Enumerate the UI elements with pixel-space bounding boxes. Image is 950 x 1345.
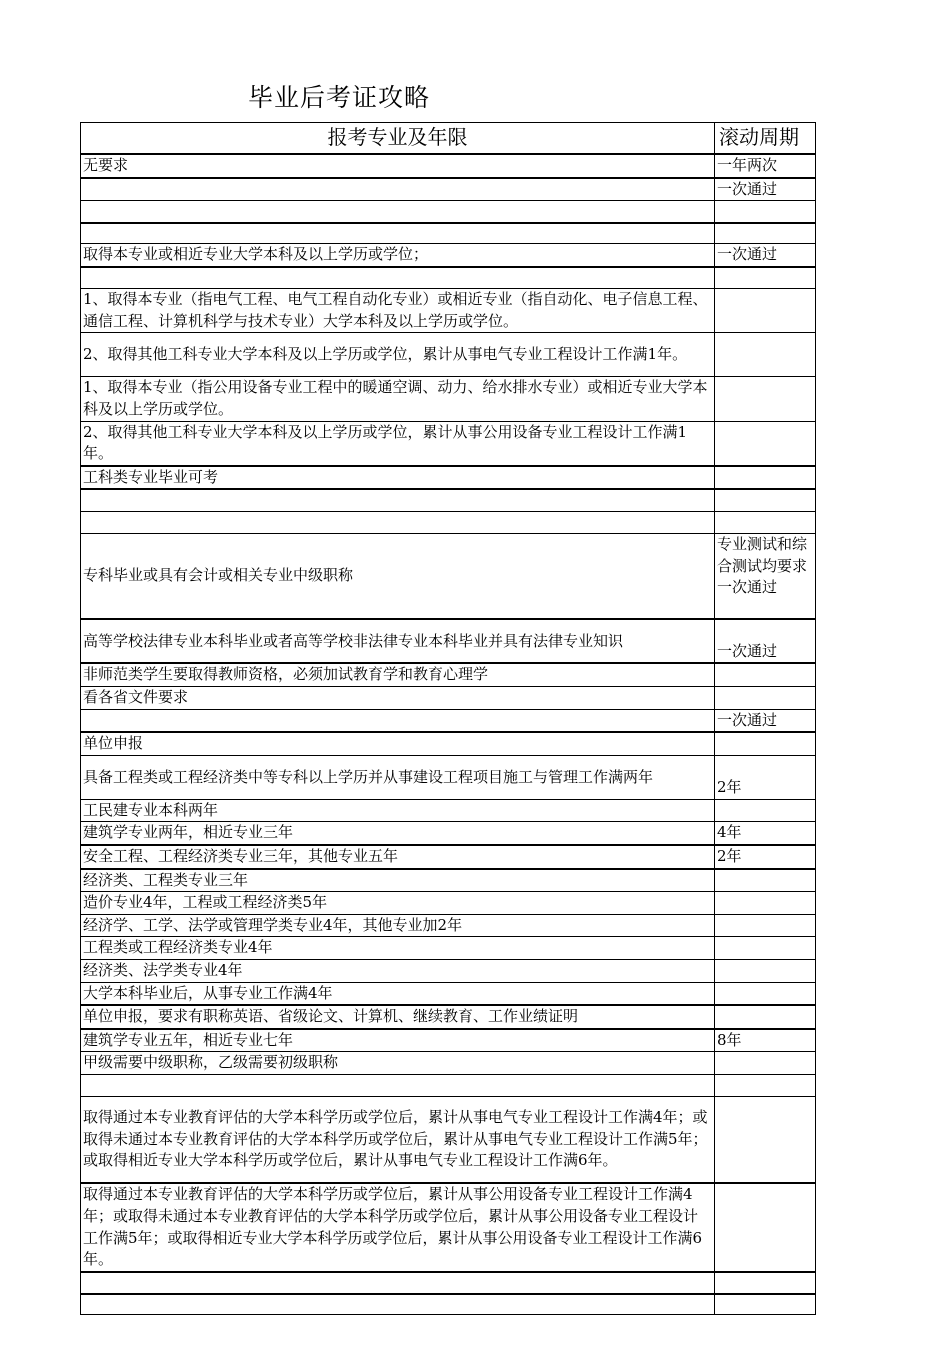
table-row: [81, 377, 816, 421]
cycle-cell[interactable]: [715, 267, 816, 289]
requirement-cell[interactable]: 工科类专业毕业可考: [81, 466, 715, 490]
table-row: [81, 732, 816, 755]
table-row: [81, 845, 816, 869]
exam-requirements-table: [80, 122, 816, 1315]
cycle-cell[interactable]: 4年: [715, 822, 816, 845]
cycle-cell[interactable]: [715, 466, 816, 490]
cycle-cell[interactable]: [715, 732, 816, 755]
cycle-cell[interactable]: [715, 1272, 816, 1294]
table-row: [81, 244, 816, 267]
requirement-cell[interactable]: 建筑学专业两年，相近专业三年: [81, 822, 715, 845]
cycle-cell[interactable]: [715, 1052, 816, 1075]
table-row: [81, 466, 816, 490]
cycle-cell[interactable]: [715, 663, 816, 686]
requirement-cell[interactable]: 高等学校法律专业本科毕业或者高等学校非法律专业本科毕业并具有法律专业知识: [81, 619, 715, 663]
cycle-cell[interactable]: 一次通过: [715, 244, 816, 267]
cycle-cell[interactable]: [715, 869, 816, 892]
requirement-cell[interactable]: [81, 511, 715, 533]
table-row: [81, 892, 816, 915]
requirement-cell[interactable]: 2、取得其他工科专业大学本科及以上学历或学位，累计从事公用设备专业工程设计工作满1年。: [81, 421, 715, 466]
requirement-cell[interactable]: 取得通过本专业教育评估的大学本科学历或学位后，累计从事电气专业工程设计工作满4年；或取得未通过本专业教育评估的大学本科学历或学位后，累计从事电气专业工程设计工作满5年；或取得相近专业大学本科学历或学位后，累计从事电气专业工程设计工作满6年。: [81, 1096, 715, 1183]
header-requirement[interactable]: 报考专业及年限: [81, 123, 715, 155]
table-row: [81, 333, 816, 377]
table-body: [81, 154, 816, 1315]
requirement-cell[interactable]: [81, 178, 715, 201]
table-header-row: [81, 123, 816, 155]
cycle-cell[interactable]: [715, 1183, 816, 1271]
table-row: [81, 154, 816, 178]
cycle-cell[interactable]: [715, 937, 816, 960]
cycle-cell[interactable]: 一次通过: [715, 619, 816, 663]
table-row: [81, 1029, 816, 1052]
requirement-cell[interactable]: [81, 489, 715, 511]
cycle-cell[interactable]: [715, 1096, 816, 1183]
table-row: [81, 1272, 816, 1294]
requirement-cell[interactable]: 取得本专业或相近专业大学本科及以上学历或学位；: [81, 244, 715, 267]
table-row: [81, 267, 816, 289]
table-row: [81, 914, 816, 937]
requirement-cell[interactable]: 大学本科毕业后，从事专业工作满4年: [81, 982, 715, 1005]
header-cycle[interactable]: 滚动周期: [715, 123, 816, 155]
requirement-cell[interactable]: 非师范类学生要取得教师资格，必须加试教育学和教育心理学: [81, 663, 715, 686]
table-row: [81, 755, 816, 799]
requirement-cell[interactable]: 经济类、法学类专业4年: [81, 959, 715, 982]
table-row: [81, 982, 816, 1005]
cycle-cell[interactable]: [715, 489, 816, 511]
cycle-cell[interactable]: 一年两次: [715, 154, 816, 178]
requirement-cell[interactable]: 无要求: [81, 154, 715, 178]
table-row: [81, 489, 816, 511]
cycle-cell[interactable]: [715, 289, 816, 333]
requirement-cell[interactable]: 工民建专业本科两年: [81, 799, 715, 822]
requirement-cell[interactable]: 经济学、工学、法学或管理学类专业4年，其他专业加2年: [81, 914, 715, 937]
cycle-cell[interactable]: [715, 511, 816, 533]
table-row: [81, 178, 816, 201]
requirement-cell[interactable]: 造价专业4年，工程或工程经济类5年: [81, 892, 715, 915]
requirement-cell[interactable]: 单位申报，要求有职称英语、省级论文、计算机、继续教育、工作业绩证明: [81, 1005, 715, 1029]
table-row: [81, 799, 816, 822]
requirement-cell[interactable]: [81, 201, 715, 223]
table-row: [81, 869, 816, 892]
cycle-cell[interactable]: 一次通过: [715, 178, 816, 201]
table-row: [81, 709, 816, 732]
table-row: [81, 937, 816, 960]
cycle-cell[interactable]: 专业测试和综合测试均要求一次通过: [715, 533, 816, 619]
cycle-cell[interactable]: [715, 892, 816, 915]
cycle-cell[interactable]: [715, 1294, 816, 1315]
cycle-cell[interactable]: [715, 1074, 816, 1096]
table-row: [81, 1096, 816, 1183]
requirement-cell[interactable]: [81, 267, 715, 289]
cycle-cell[interactable]: [715, 421, 816, 466]
table-row: [81, 822, 816, 845]
table-row: [81, 959, 816, 982]
cycle-cell[interactable]: [715, 982, 816, 1005]
table-row: [81, 533, 816, 619]
requirement-cell[interactable]: [81, 1074, 715, 1096]
requirement-cell[interactable]: 1、取得本专业（指电气工程、电气工程自动化专业）或相近专业（指自动化、电子信息工程、通信工程、计算机科学与技术专业）大学本科及以上学历或学位。: [81, 289, 715, 333]
cycle-cell[interactable]: [715, 201, 816, 223]
table-row: [81, 1005, 816, 1029]
cycle-cell[interactable]: [715, 223, 816, 244]
table-row: [81, 663, 816, 686]
cycle-cell[interactable]: [715, 959, 816, 982]
cycle-cell[interactable]: [715, 377, 816, 421]
sheet-title: 毕业后考证攻略: [248, 83, 431, 112]
requirement-cell[interactable]: 1、取得本专业（指公用设备专业工程中的暖通空调、动力、给水排水专业）或相近专业大学本科及以上学历或学位。: [81, 377, 715, 421]
table-row: [81, 1294, 816, 1315]
requirement-cell[interactable]: 具备工程类或工程经济类中等专科以上学历并从事建设工程项目施工与管理工作满两年: [81, 755, 715, 799]
requirement-cell[interactable]: 单位申报: [81, 732, 715, 755]
requirement-cell[interactable]: 安全工程、工程经济类专业三年，其他专业五年: [81, 845, 715, 869]
requirement-cell[interactable]: 经济类、工程类专业三年: [81, 869, 715, 892]
requirement-cell[interactable]: [81, 223, 715, 244]
requirement-cell[interactable]: 2、取得其他工科专业大学本科及以上学历或学位，累计从事电气专业工程设计工作满1年。: [81, 333, 715, 377]
requirement-cell[interactable]: [81, 1294, 715, 1315]
table-row: [81, 511, 816, 533]
requirement-cell[interactable]: [81, 1272, 715, 1294]
table-row: [81, 619, 816, 663]
requirement-cell[interactable]: 专科毕业或具有会计或相关专业中级职称: [81, 533, 715, 619]
cycle-cell[interactable]: 一次通过: [715, 709, 816, 732]
table-row: [81, 201, 816, 223]
cycle-cell[interactable]: 8年: [715, 1029, 816, 1052]
cycle-cell[interactable]: [715, 1005, 816, 1029]
cycle-cell[interactable]: 2年: [715, 845, 816, 869]
cycle-cell[interactable]: [715, 799, 816, 822]
table-row: [81, 687, 816, 710]
table-row: [81, 1183, 816, 1271]
requirement-cell[interactable]: 建筑学专业五年，相近专业七年: [81, 1029, 715, 1052]
table-row: [81, 1074, 816, 1096]
requirement-cell[interactable]: [81, 709, 715, 732]
requirement-cell[interactable]: 甲级需要中级职称，乙级需要初级职称: [81, 1052, 715, 1075]
cycle-cell[interactable]: [715, 914, 816, 937]
cycle-cell[interactable]: [715, 687, 816, 710]
table-row: [81, 1052, 816, 1075]
requirement-cell[interactable]: 取得通过本专业教育评估的大学本科学历或学位后，累计从事公用设备专业工程设计工作满4年；或取得未通过本专业教育评估的大学本科学历或学位后，累计从事公用设备专业工程设计工作满5年；或取得相近专业大学本科学历或学位后，累计从事公用设备专业工程设计工作满6年。: [81, 1183, 715, 1271]
table-row: [81, 289, 816, 333]
requirement-cell[interactable]: 看各省文件要求: [81, 687, 715, 710]
table-row: [81, 421, 816, 466]
table-row: [81, 223, 816, 244]
requirement-cell[interactable]: 工程类或工程经济类专业4年: [81, 937, 715, 960]
cycle-cell[interactable]: 2年: [715, 755, 816, 799]
cycle-cell[interactable]: [715, 333, 816, 377]
